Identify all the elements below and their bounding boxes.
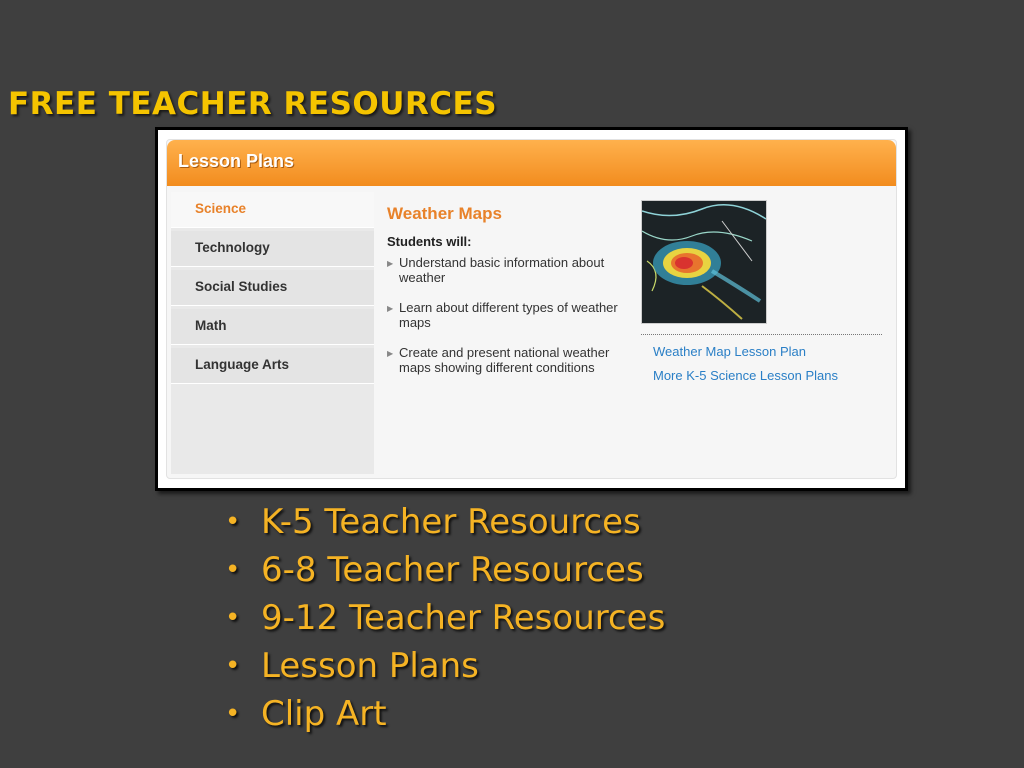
divider — [641, 334, 882, 335]
bullet-dot-icon: • — [225, 603, 241, 633]
sidebar-item-science[interactable]: Science — [171, 192, 374, 228]
bullet-text: 9-12 Teacher Resources — [261, 598, 666, 638]
bullet-dot-icon: • — [225, 699, 241, 729]
objective-item — [387, 256, 632, 285]
sidebar-item-language-arts[interactable]: Language Arts — [171, 348, 374, 384]
lesson-title: Weather Maps — [387, 204, 502, 223]
sidebar-item-math[interactable]: Math — [171, 309, 374, 345]
resource-bullet-list — [225, 498, 665, 738]
lesson-subtitle: Students will: — [387, 234, 472, 249]
bullet-dot-icon: • — [225, 651, 241, 681]
objective-text: Learn about different types of weather maps — [399, 300, 618, 330]
sidebar-item-technology[interactable]: Technology — [171, 231, 374, 267]
bullet-dot-icon: • — [225, 507, 241, 537]
lesson-plans-screenshot — [155, 127, 908, 491]
bullet-dot-icon: • — [225, 555, 241, 585]
bullet-item[interactable] — [225, 498, 665, 546]
bullet-item[interactable] — [225, 594, 665, 642]
bullet-item[interactable] — [225, 546, 665, 594]
objective-item — [387, 301, 632, 330]
slide-title: FREE TEACHER RESOURCES — [8, 86, 498, 122]
bullet-item[interactable] — [225, 690, 665, 738]
weather-map-image[interactable] — [641, 200, 767, 324]
objective-item — [387, 346, 632, 375]
panel-header: Lesson Plans — [167, 140, 896, 186]
more-science-lesson-plans-link[interactable]: More K-5 Science Lesson Plans — [653, 368, 838, 383]
bullet-text: Clip Art — [261, 694, 387, 734]
subject-sidebar — [171, 192, 374, 474]
sidebar-item-social-studies[interactable]: Social Studies — [171, 270, 374, 306]
weather-map-lesson-plan-link[interactable]: Weather Map Lesson Plan — [653, 344, 806, 359]
bullet-text: K-5 Teacher Resources — [261, 502, 641, 542]
bullet-arrow-icon: ▶ — [387, 349, 394, 358]
bullet-arrow-icon: ▶ — [387, 259, 394, 268]
resource-column — [641, 200, 884, 383]
objective-text: Create and present national weather maps showing different conditions — [399, 345, 610, 375]
lesson-content — [387, 204, 632, 391]
bullet-item[interactable] — [225, 642, 665, 690]
bullet-arrow-icon: ▶ — [387, 304, 394, 313]
objective-text: Understand basic information about weather — [399, 255, 605, 285]
bullet-text: 6-8 Teacher Resources — [261, 550, 644, 590]
lesson-plans-panel — [166, 139, 897, 479]
bullet-text: Lesson Plans — [261, 646, 479, 686]
